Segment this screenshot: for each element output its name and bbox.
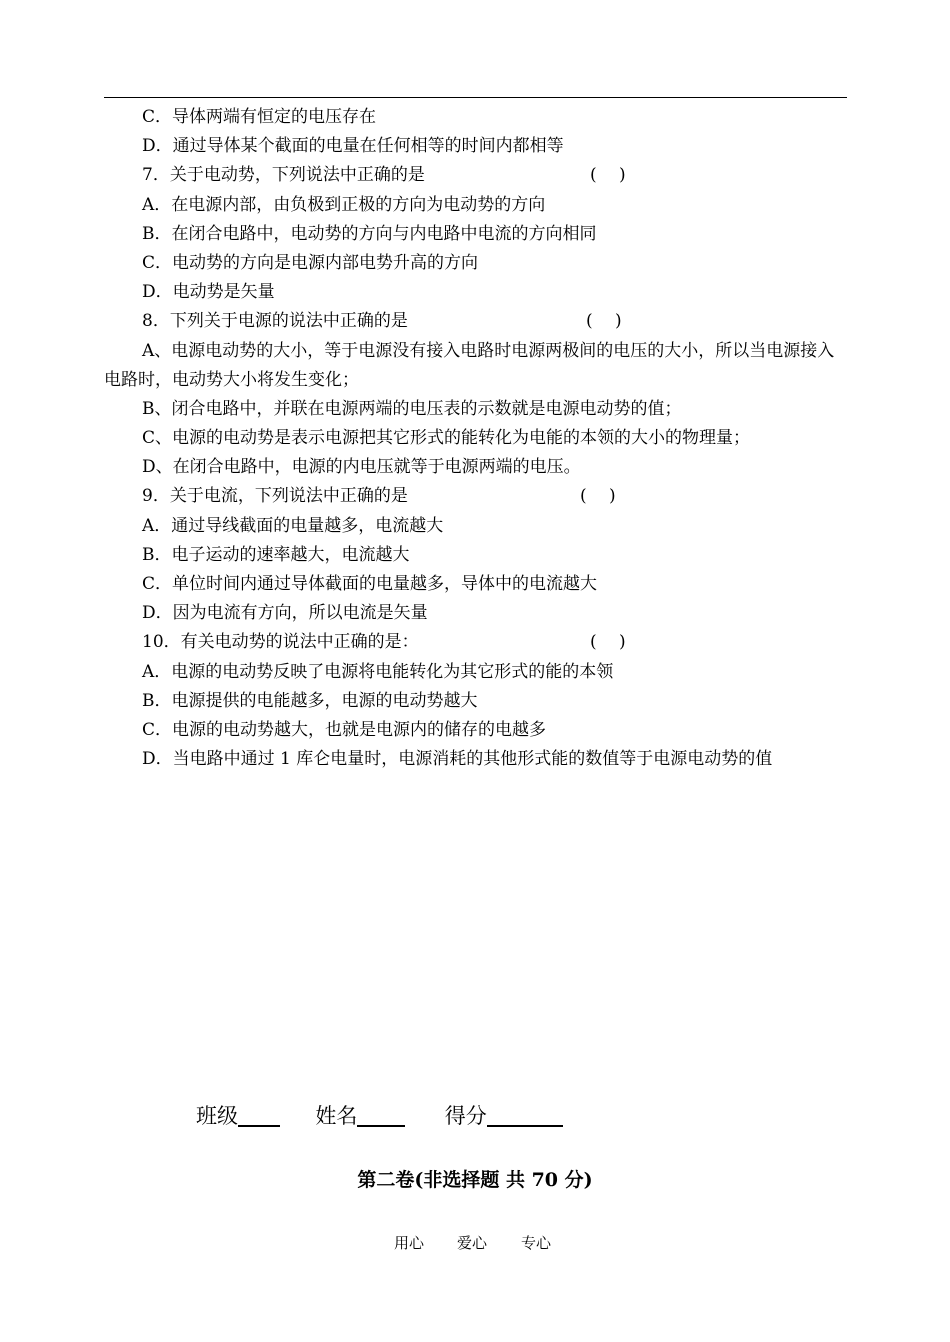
option-8c: C、电源的电动势是表示电源把其它形式的能转化为电能的本领的大小的物理量；: [142, 428, 751, 449]
option-6d: D．通过导体某个截面的电量在任何相等的时间内都相等: [142, 136, 564, 157]
header-rule: [104, 97, 847, 98]
question-10-text: 10．有关电动势的说法中正确的是：: [142, 632, 419, 653]
question-7-text: 7．关于电动势，下列说法中正确的是: [142, 165, 425, 186]
name-blank[interactable]: [357, 1103, 405, 1127]
name-label: 姓名: [315, 1104, 358, 1128]
score-blank[interactable]: [487, 1103, 563, 1127]
option-7c: C．电动势的方向是电源内部电势升高的方向: [142, 252, 479, 273]
motto-1: 用心: [394, 1234, 425, 1252]
option-9b: B．电子运动的速率越大，电流越大: [142, 544, 410, 565]
question-8: [104, 307, 849, 336]
score-label: 得分: [444, 1104, 487, 1128]
question-10: [104, 628, 849, 657]
answer-blank-8: ( ): [586, 311, 622, 332]
answer-blank-7: ( ): [590, 165, 626, 186]
option-9a: A．通过导线截面的电量越多，电流越大: [142, 515, 444, 536]
section-title: 第二卷(非选择题 共 70 分): [357, 1169, 593, 1191]
option-10a: A．电源的电动势反映了电源将电能转化为其它形式的能的本领: [142, 661, 614, 682]
option-7a: A．在电源内部，由负极到正极的方向为电动势的方向: [142, 194, 546, 215]
option-9c: C．单位时间内通过导体截面的电量越多，导体中的电流越大: [142, 574, 598, 595]
question-9-text: 9．关于电流，下列说法中正确的是: [142, 486, 408, 507]
option-6c: C．导体两端有恒定的电压存在: [142, 107, 377, 127]
option-10d: D．当电路中通过 1 库仑电量时，电源消耗的其他形式能的数值等于电源电动势的值: [142, 749, 773, 770]
question-list: [104, 103, 849, 774]
motto-2: 爱心: [457, 1234, 488, 1252]
class-blank[interactable]: [238, 1103, 280, 1127]
question-7: [104, 161, 849, 190]
answer-blank-10: ( ): [590, 632, 626, 653]
option-10b: B．电源提供的电能越多，电源的电动势越大: [142, 690, 478, 711]
student-info: [196, 1100, 563, 1130]
option-10c: C．电源的电动势越大，也就是电源内的储存的电越多: [142, 719, 547, 740]
motto-3: 专心: [521, 1234, 552, 1252]
option-8b: B、闭合电路中，并联在电源两端的电压表的示数就是电源电动势的值；: [142, 398, 682, 419]
question-8-text: 8．下列关于电源的说法中正确的是: [142, 311, 408, 332]
option-8a: A、电源电动势的大小，等于电源没有接入电路时电源两极间的电压的大小，所以当电源接入电路时，电动势大小将发生变化；: [104, 340, 835, 390]
question-9: [104, 482, 849, 511]
option-8d: D、在闭合电路中，电源的内电压就等于电源两端的电压。: [142, 457, 581, 478]
option-9d: D．因为电流有方向，所以电流是矢量: [142, 603, 428, 624]
option-7d: D．电动势是矢量: [142, 282, 275, 303]
class-label: 班级: [196, 1104, 238, 1128]
option-7b: B．在闭合电路中，电动势的方向与内电路中电流的方向相同: [142, 223, 597, 244]
answer-blank-9: ( ): [580, 486, 616, 507]
